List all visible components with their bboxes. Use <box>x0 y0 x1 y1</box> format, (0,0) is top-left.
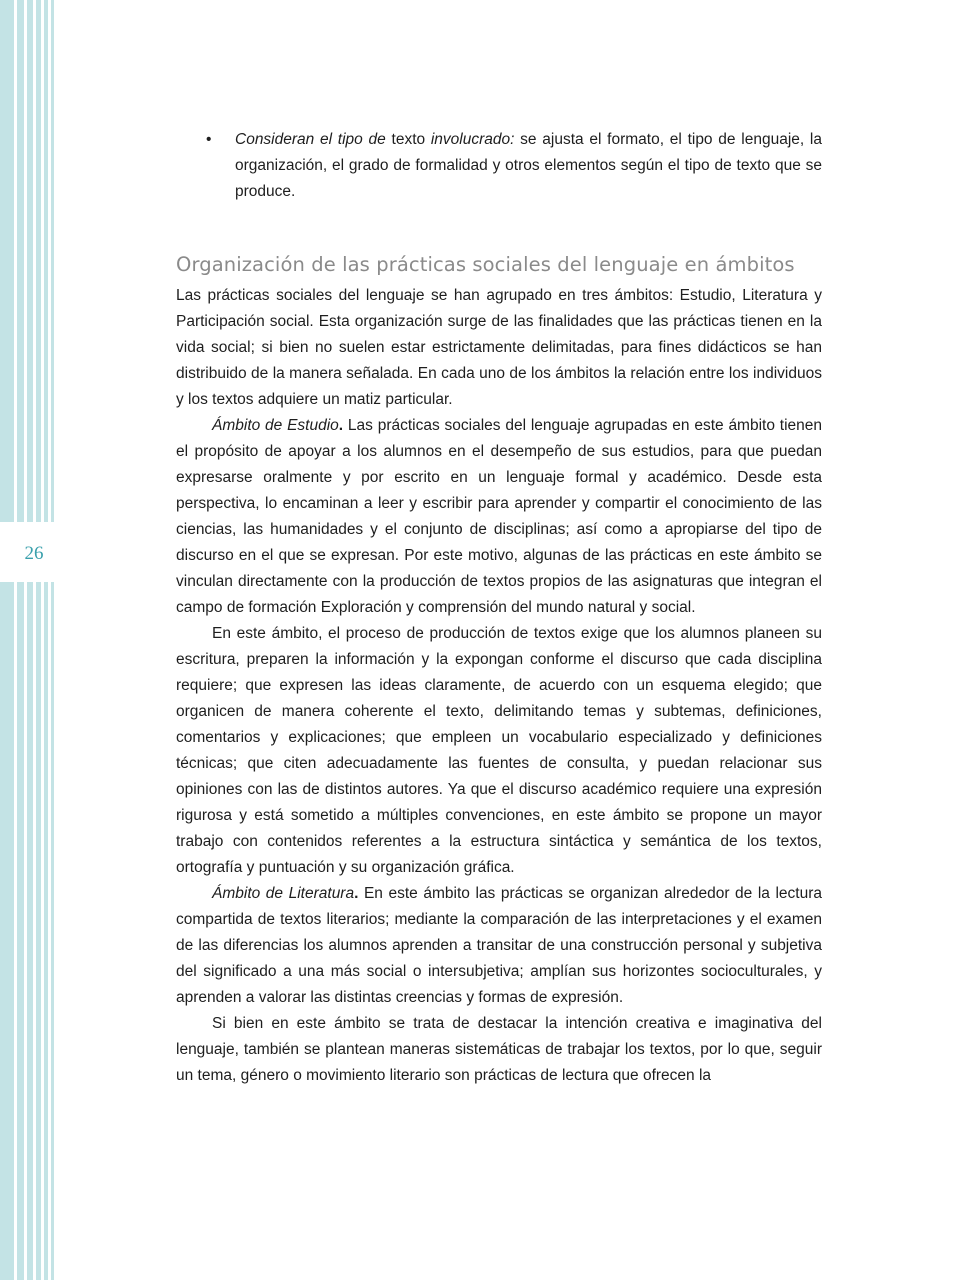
bullet-italic-word: involucrado: <box>430 131 515 148</box>
ambito-literatura-title: Ámbito de Literatura <box>212 885 355 902</box>
margin-stripe <box>27 0 33 1280</box>
margin-stripe <box>36 0 41 1280</box>
bullet-body: se ajusta el formato, el tipo de lenguaje, la organización, el grado de formalidad y otros elementos según el tipo de texto que se produce. <box>235 131 822 200</box>
ambito-estudio-text: Las prácticas sociales del lenguaje agrupadas en este ámbito tienen el propósito de apoyar a los alumnos en el desempeño de sus estudios, para que puedan expresarse oralmente y por escrito en un lenguaje formal y académico. Desde esta perspectiva, lo encaminan a leer y escribir para aprender y compartir el conocimiento de las ciencias, las humanidades y el conjunto de disciplinas; así como a apropiarse del tipo de discurso en el que se expresan. Por este motivo, algunas de las prácticas en este ámbito se vinculan directamente con la producción de textos propios de las asignaturas que integran el campo de formación Exploración y comprensión del mundo natural y social. <box>176 417 822 616</box>
paragraph-intencion-creativa: Si bien en este ámbito se trata de destacar la intención creativa e imaginativa del lenguaje, también se plantean maneras sistemáticas de trabajar los textos, por lo que, seguir un tema, género o movimiento literario son prácticas de lectura que ofrecen la <box>176 1015 822 1084</box>
bullet-plain-word: texto <box>385 131 431 148</box>
page-number: 26 <box>24 543 44 564</box>
margin-stripes <box>0 0 60 1280</box>
section-heading: Organización de las prácticas sociales del lenguaje en ámbitos <box>176 253 795 276</box>
bullet-list-item <box>206 127 822 205</box>
bullet-dot: • <box>206 131 212 148</box>
margin-stripe <box>44 0 48 1280</box>
paragraph-produccion-textos: En este ámbito, el proceso de producción de textos exige que los alumnos planeen su escritura, preparen la información y la expongan conforme el discurso que cada disciplina requiere; que expresen las ideas claramente, de acuerdo con un esquema elegido; que organicen de manera coherente el texto, delimitando temas y subtemas, definiciones, comentarios y explicaciones; que empleen un vocabulario especializado y definiciones técnicas; que citen adecuadamente las fuentes de consulta, y puedan relacionar sus opiniones con las de distintos autores. Ya que el discurso académico requiere una expresión rigurosa y está sometido a múltiples convenciones, en este ámbito se propone un mayor trabajo con contenidos referentes a la estructura sintáctica y semántica de los textos, ortografía y puntuación y su organización gráfica. <box>176 625 822 876</box>
bullet-italic-lead: Consideran el tipo de <box>235 131 386 148</box>
body-text <box>176 283 822 1089</box>
margin-stripe <box>0 0 14 1280</box>
paragraph-ambito-literatura <box>176 881 822 1011</box>
ambito-estudio-title: Ámbito de Estudio <box>212 417 339 434</box>
paragraph-intro: Las prácticas sociales del lenguaje se han agrupado en tres ámbitos: Estudio, Literatura y Participación social. Esta organización surge de las finalidades que las prácticas tienen en la vida social; si bien no suelen estar estrictamente delimitadas, para fines didácticos se han distribuido de la manera señalada. En cada uno de los ámbitos la relación entre los individuos y los textos adquiere un matiz particular. <box>176 287 822 408</box>
bullet-text <box>235 127 822 205</box>
ambito-literatura-text: En este ámbito las prácticas se organizan alrededor de la lectura compartida de textos literarios; mediante la comparación de las interpretaciones y el examen de las diferencias los alumnos aprenden a transitar de una construcción personal y subjetiva del significado a una más social o intersubjetiva; amplían sus horizontes socioculturales, y aprenden a valorar las distintas creencias y formas de expresión. <box>176 885 822 1006</box>
ambito-estudio-dot: . <box>338 417 344 434</box>
margin-stripe <box>51 0 54 1280</box>
ambito-literatura-dot: . <box>354 885 359 902</box>
margin-stripe <box>17 0 24 1280</box>
paragraph-ambito-estudio <box>176 413 822 621</box>
